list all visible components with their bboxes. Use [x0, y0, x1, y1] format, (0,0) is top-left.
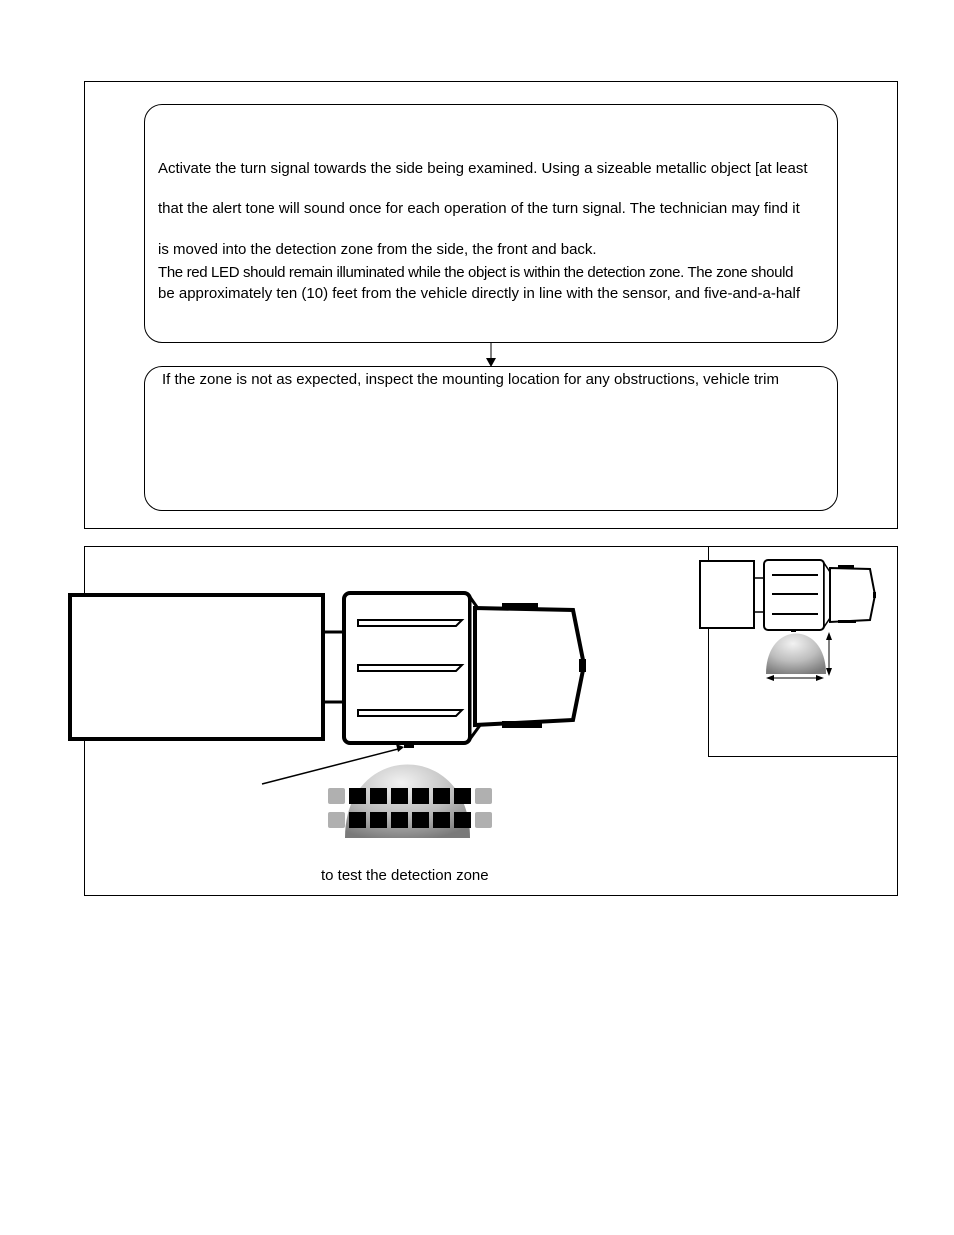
step-1-line-2: that the alert tone will sound once for each operation of the turn signal. The technician may find it [158, 200, 800, 217]
trailer-body [70, 595, 323, 739]
step-2-line-1: If the zone is not as expected, inspect the mounting location for any obstructions, vehicle trim [162, 371, 779, 388]
inset-truck-illustration [708, 546, 898, 757]
step-1-line-1: Activate the turn signal towards the side being examined. Using a sizeable metallic object [at least [158, 160, 808, 177]
step-1-line-4: The red LED should remain illuminated while the object is within the detection zone. The zone should [158, 264, 794, 281]
figure-caption: to test the detection zone [321, 867, 489, 884]
sensor [404, 742, 414, 748]
inset-detection-zone [766, 634, 826, 675]
step-1-line-3: is moved into the detection zone from the side, the front and back. [158, 241, 597, 258]
flow-arrow-icon [480, 342, 502, 368]
step-1-line-5: be approximately ten (10) feet from the vehicle directly in line with the sensor, and five-and-a-half [158, 285, 800, 302]
step-1-box [144, 104, 838, 343]
